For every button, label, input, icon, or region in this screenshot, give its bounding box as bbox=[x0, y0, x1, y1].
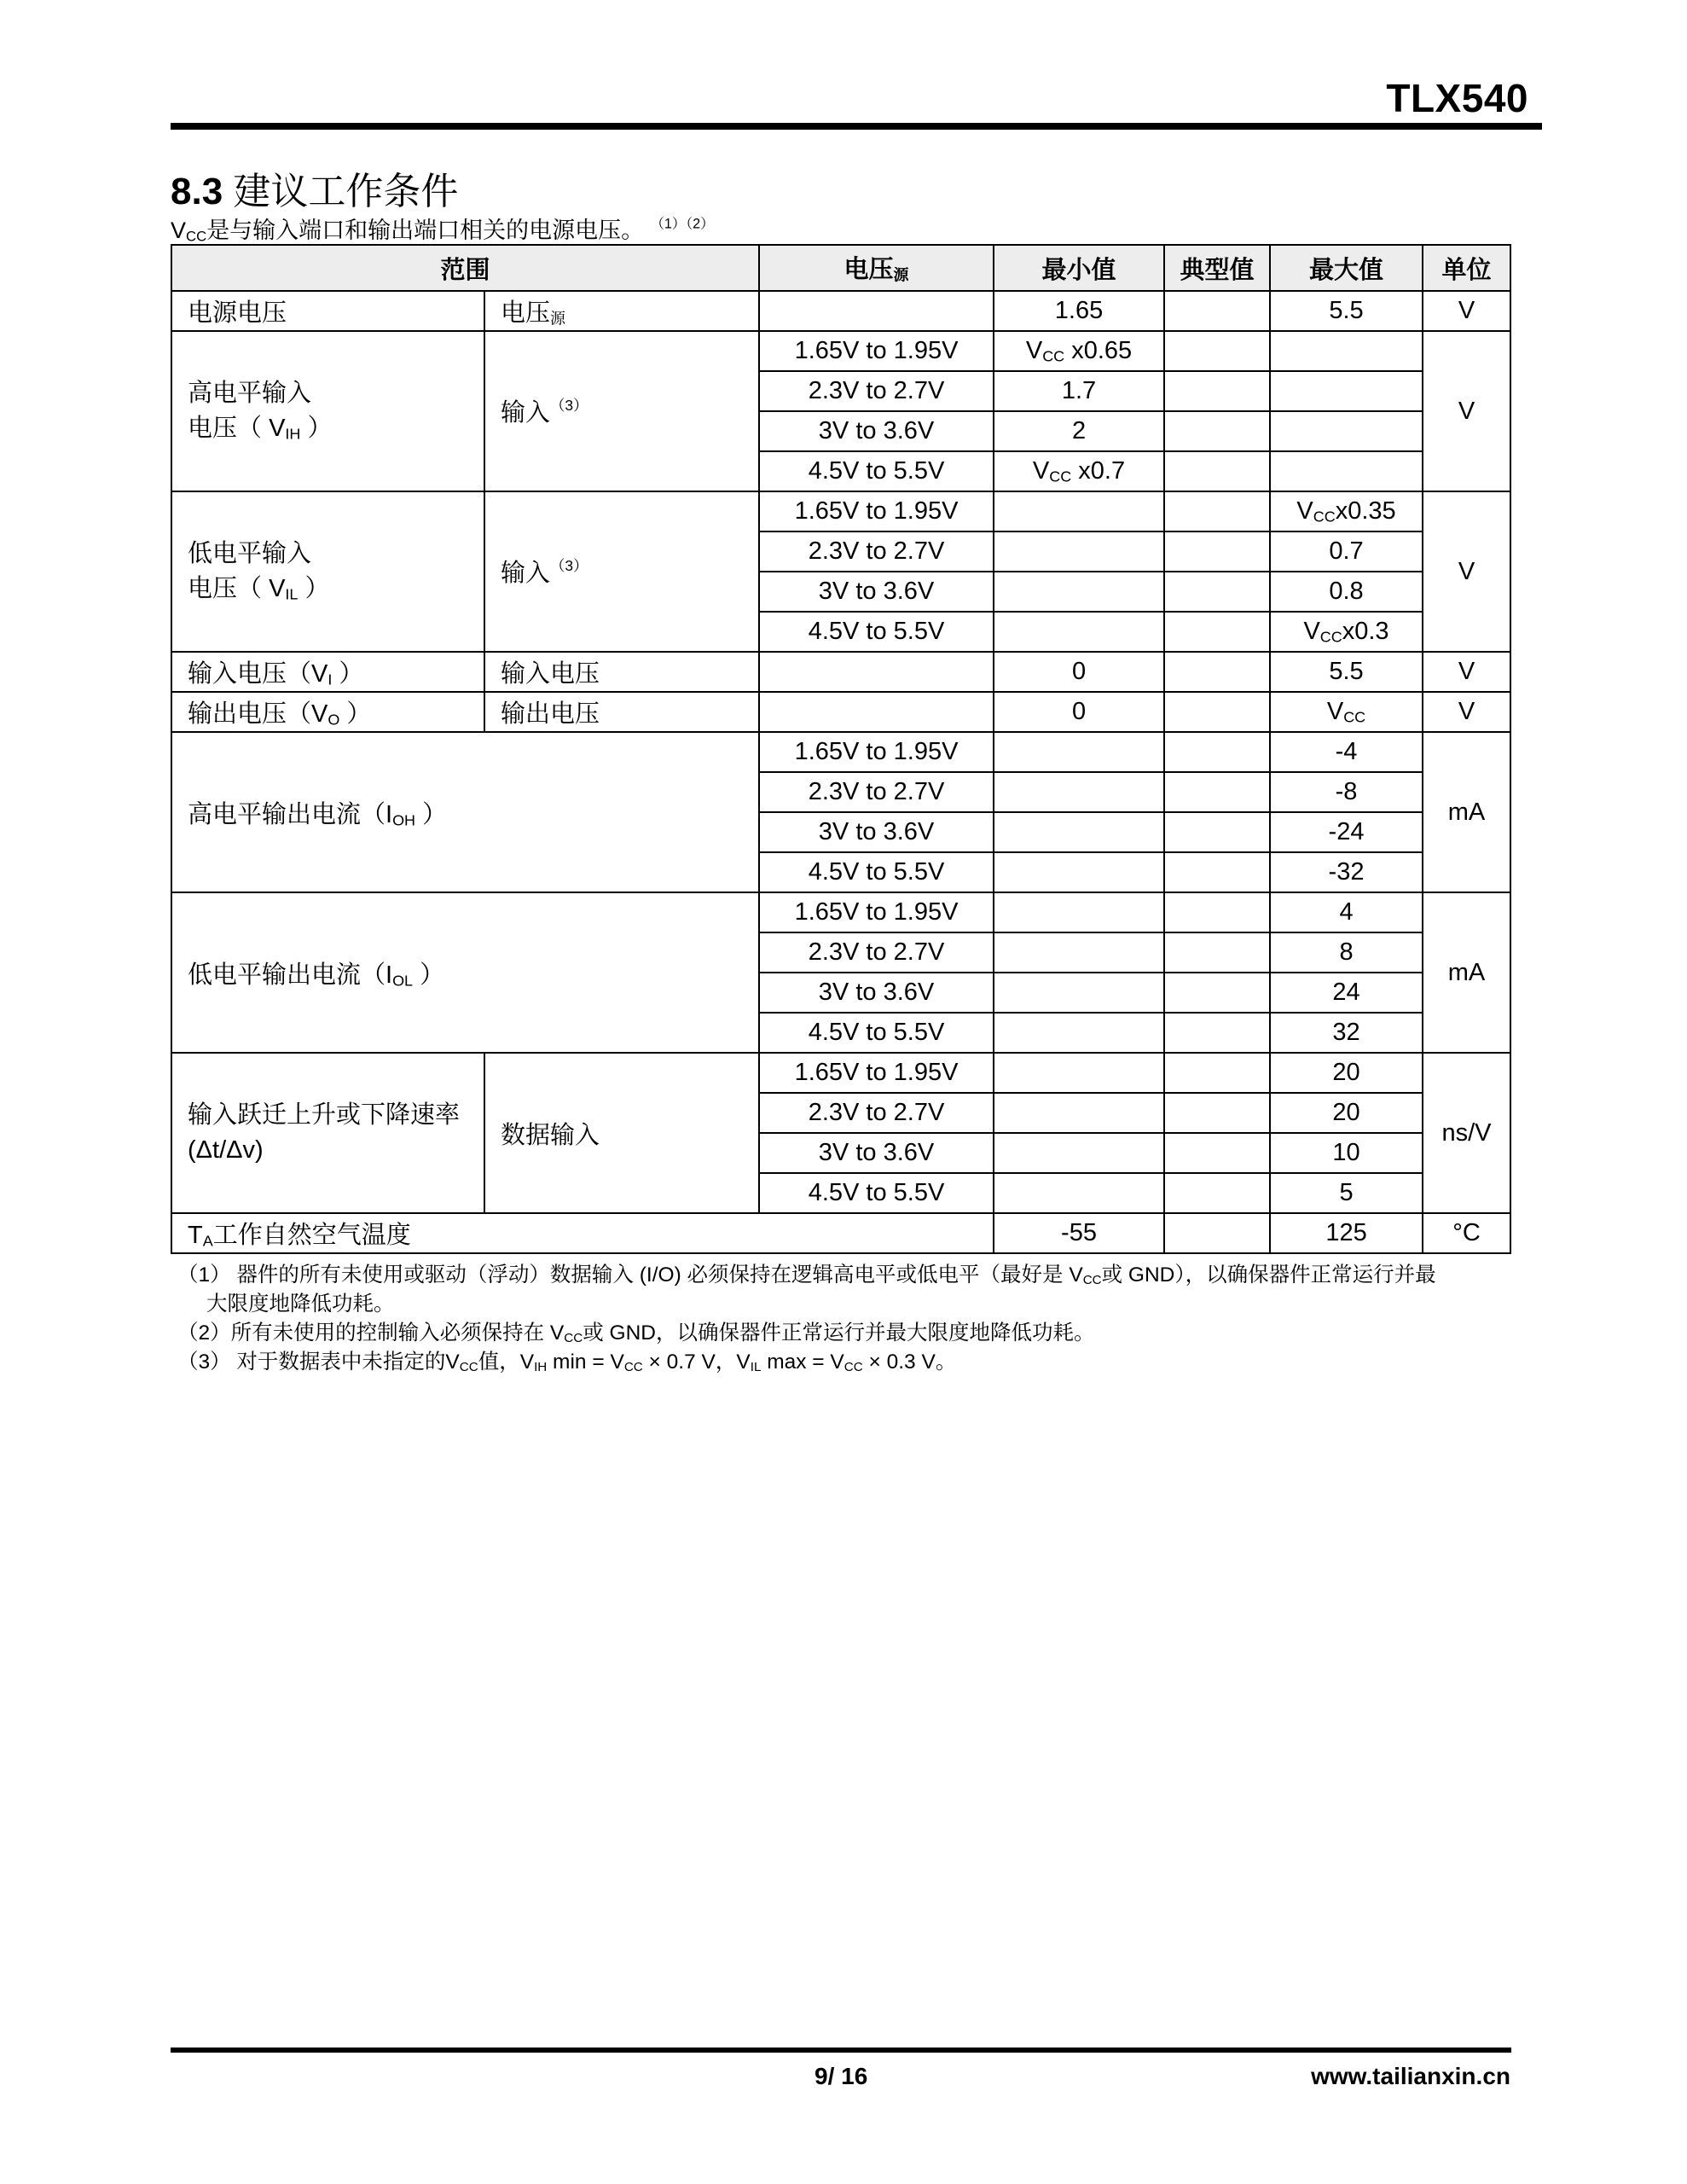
header-unit: 单位 bbox=[1423, 245, 1510, 291]
page-number: 9/ 16 bbox=[815, 2063, 868, 2089]
table-row: 2.3V to 2.7V 0.7 bbox=[171, 531, 1510, 572]
header-rule bbox=[171, 123, 1542, 130]
table-row: 电源电压 电压$_源$ 1.65 5.5 V bbox=[171, 291, 1510, 331]
section-number: 8.3 bbox=[171, 171, 223, 212]
table-row: 3V to 3.6V 0.8 bbox=[171, 572, 1510, 612]
table-row: 4.5V to 5.5V 5 bbox=[171, 1173, 1510, 1213]
footer-rule bbox=[171, 2048, 1511, 2053]
param-vih: 高电平输入 电压（ $V_{IH}$ ） bbox=[171, 331, 484, 491]
table-row: 2.3V to 2.7V 1.7 bbox=[171, 371, 1510, 411]
table-row: 2.3V to 2.7V 8 bbox=[171, 932, 1510, 973]
table-row: 4.5V to 5.5V -32 bbox=[171, 852, 1510, 892]
table-row: 4.5V to 5.5V $V_{CC}$ x0.7 bbox=[171, 451, 1510, 491]
footnote-2: （2）所有未使用的控制输入必须保持在 $V_{CC}$或 GND，以确保器件正常运行并最大限度地降低功耗。 bbox=[177, 1321, 1095, 1345]
param-iol: 低电平输出电流（$I_{OL}$ ） bbox=[171, 892, 759, 1053]
footnotes: （1） 器件的所有未使用或驱动（浮动）数据输入 (I/O) 必须保持在逻辑高电平或低电平（最好是 $V_{CC}$或 GND），以确保器件正常运行并最 大限度地降低功耗。 （2）所有未使用的控制输入必须保持在 $V_{CC}$或 GND，以确保器件正常运行并最大限度地降低功耗。 （3） 对于数据表中未指定的$V_{CC}$值，$V_{IH}$ $\min = V_{CC} \times 0.7$ V，$V_{IL}$ $\max = V_{CC} \times 0.3$ V。 bbox=[177, 1261, 1525, 1377]
table-row: 3V to 3.6V 10 bbox=[171, 1133, 1510, 1173]
param-vil: 低电平输入 电压（ $V_{IL}$ ） bbox=[171, 491, 484, 652]
section-title bbox=[171, 160, 458, 215]
section-subtitle: $V_{CC}$是与输入端口和输出端口相关的电源电压。 $^{(1)(2)}$ bbox=[171, 216, 715, 245]
param-ioh: 高电平输出电流（$I_{OH}$ ） bbox=[171, 732, 759, 892]
table-row: 输出电压（$V_O$ ） 输出电压 0 $V_{CC}$ V bbox=[171, 692, 1510, 732]
table-row: 输入电压（$V_I$ ） 输入电压 0 5.5 V bbox=[171, 652, 1510, 692]
table-row: 低电平输出电流（$I_{OL}$ ） 1.65V to 1.95V 4 mA bbox=[171, 892, 1510, 932]
recommended-conditions-table bbox=[171, 244, 1511, 1254]
table-row: $T_A$工作自然空气温度 -55 125 °C bbox=[171, 1213, 1510, 1253]
part-number: TLX540 bbox=[1386, 76, 1528, 120]
table-row: 输入跃迁上升或下降速率 (Δt/Δv) 数据输入 1.65V to 1.95V 20 ns/V bbox=[171, 1053, 1510, 1093]
table-row: 2.3V to 2.7V -8 bbox=[171, 772, 1510, 812]
table-row: 2.3V to 2.7V 20 bbox=[171, 1093, 1510, 1133]
note-refs: （1）（2） bbox=[650, 216, 715, 232]
table-row: 高电平输入 电压（ $V_{IH}$ ） 输入$^{(3)}$ 1.65V to 1.95V $V_{CC}$ x0.65 V bbox=[171, 331, 1510, 371]
website-url: www.tailianxin.cn bbox=[1311, 2063, 1510, 2089]
footnote-1: （1） 器件的所有未使用或驱动（浮动）数据输入 (I/O) 必须保持在逻辑高电平或低电平（最好是 $V_{CC}$或 GND），以确保器件正常运行并最 bbox=[177, 1263, 1436, 1288]
header-typ: 典型值 bbox=[1164, 245, 1270, 291]
footnote-3: （3） 对于数据表中未指定的$V_{CC}$值，$V_{IH}$ $\min = V_{CC} \times 0.7$ V，$V_{IL}$ $\max = V_{CC} \times 0.3$ V。 bbox=[177, 1350, 957, 1374]
header-min: 最小值 bbox=[994, 245, 1164, 291]
table-row: 低电平输入 电压（ $V_{IL}$ ） 输入$^{(3)}$ 1.65V to 1.95V $V_{CC}x0.35$ V bbox=[171, 491, 1510, 531]
table-row: 高电平输出电流（$I_{OH}$ ） 1.65V to 1.95V -4 mA bbox=[171, 732, 1510, 772]
header-voltage: 电压$_源$ bbox=[759, 245, 994, 291]
header-range: 范围 bbox=[171, 245, 759, 291]
table-row: 3V to 3.6V 24 bbox=[171, 973, 1510, 1013]
table-row: 3V to 3.6V -24 bbox=[171, 812, 1510, 852]
table-row: 4.5V to 5.5V 32 bbox=[171, 1013, 1510, 1053]
table-header-row bbox=[171, 245, 1510, 291]
table-row: 4.5V to 5.5V $V_{CC}x0.3$ bbox=[171, 612, 1510, 652]
table-row: 3V to 3.6V 2 bbox=[171, 411, 1510, 451]
header-max: 最大值 bbox=[1270, 245, 1423, 291]
param-slew: 输入跃迁上升或下降速率 (Δt/Δv) bbox=[171, 1053, 484, 1213]
section-heading: 建议工作条件 bbox=[233, 171, 459, 212]
